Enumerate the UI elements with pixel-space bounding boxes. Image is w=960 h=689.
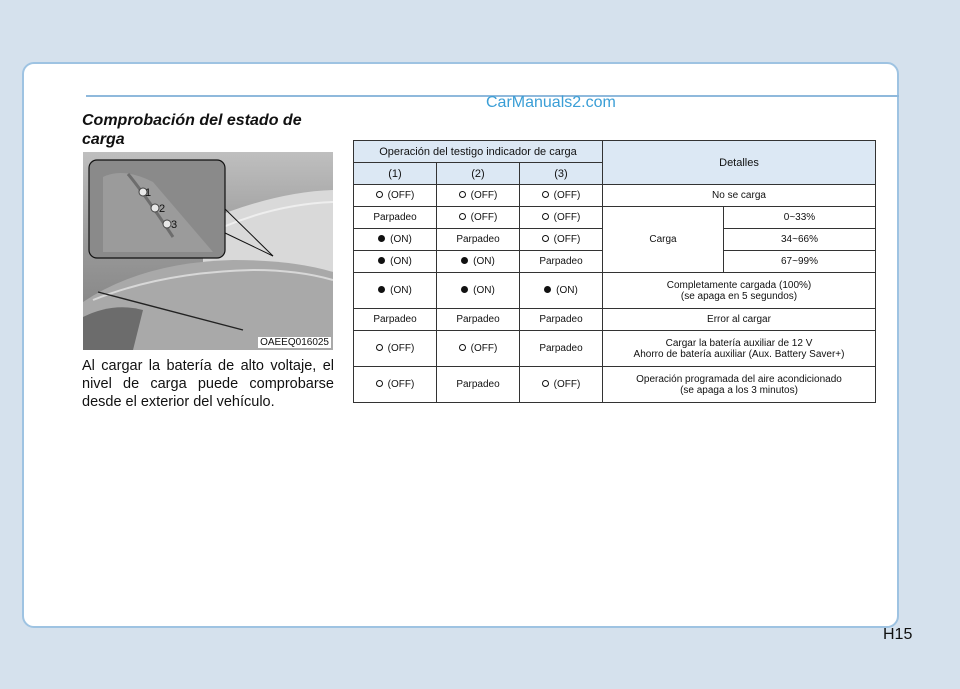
indicator-2 xyxy=(151,204,159,212)
table-row xyxy=(354,331,876,367)
cell: (OFF) xyxy=(354,185,437,207)
cell: (OFF) xyxy=(437,185,520,207)
table-row xyxy=(354,207,876,229)
off-indicator-icon xyxy=(542,213,549,220)
callout-1: 1 xyxy=(145,187,152,199)
cell: (OFF) xyxy=(437,207,520,229)
cell: (ON) xyxy=(437,273,520,309)
header-col-1: (1) xyxy=(354,163,437,185)
body-paragraph: Al cargar la batería de alto voltaje, el nivel de carga puede comprobarse desde el exterior del vehículo. xyxy=(82,358,334,410)
cell: Parpadeo xyxy=(354,207,437,229)
figure-caption: OAEEQ016025 xyxy=(260,337,329,348)
detail-cell: 0~33% xyxy=(724,207,876,229)
callout-3: 3 xyxy=(171,219,178,231)
detail-cell: 67~99% xyxy=(724,251,876,273)
indicator-3 xyxy=(163,220,171,228)
callout-2: 2 xyxy=(159,203,166,215)
table-row xyxy=(354,367,876,403)
cell: Parpadeo xyxy=(437,367,520,403)
cell: (OFF) xyxy=(520,185,603,207)
on-indicator-icon xyxy=(378,235,385,242)
vehicle-figure xyxy=(83,152,333,350)
header-col-3: (3) xyxy=(520,163,603,185)
header-details: Detalles xyxy=(603,141,876,185)
table-row xyxy=(354,185,876,207)
cell: (ON) xyxy=(354,251,437,273)
cell: (OFF) xyxy=(354,367,437,403)
on-indicator-icon xyxy=(544,286,551,293)
table-row xyxy=(354,273,876,309)
page-number: H15 xyxy=(883,626,913,643)
detail-cell: Completamente cargada (100%) (se apaga en 5 segundos) xyxy=(603,273,876,309)
cell: Parpadeo xyxy=(437,309,520,331)
cell: (OFF) xyxy=(520,207,603,229)
detail-cell: Operación programada del aire acondicionado (se apaga a los 3 minutos) xyxy=(603,367,876,403)
cell: (ON) xyxy=(354,229,437,251)
off-indicator-icon xyxy=(459,191,466,198)
cell: (ON) xyxy=(437,251,520,273)
cell: (OFF) xyxy=(520,367,603,403)
header-operation: Operación del testigo indicador de carga xyxy=(354,141,603,163)
off-indicator-icon xyxy=(542,235,549,242)
cell: (ON) xyxy=(520,273,603,309)
off-indicator-icon xyxy=(376,380,383,387)
table-row xyxy=(354,309,876,331)
off-indicator-icon xyxy=(542,380,549,387)
cell: (ON) xyxy=(354,273,437,309)
on-indicator-icon xyxy=(461,286,468,293)
detail-cell: No se carga xyxy=(603,185,876,207)
cell: (OFF) xyxy=(520,229,603,251)
cell: Parpadeo xyxy=(520,309,603,331)
off-indicator-icon xyxy=(459,344,466,351)
off-indicator-icon xyxy=(542,191,549,198)
cell: (OFF) xyxy=(354,331,437,367)
car-hood-illustration xyxy=(83,152,333,350)
cell: Parpadeo xyxy=(437,229,520,251)
header-col-2: (2) xyxy=(437,163,520,185)
cell: Parpadeo xyxy=(520,251,603,273)
cell: Parpadeo xyxy=(520,331,603,367)
detail-cell: Error al cargar xyxy=(603,309,876,331)
section-title: Comprobación del estado de carga xyxy=(82,112,302,148)
off-indicator-icon xyxy=(376,344,383,351)
detail-cell: Cargar la batería auxiliar de 12 V Ahorro de batería auxiliar (Aux. Battery Saver+) xyxy=(603,331,876,367)
on-indicator-icon xyxy=(378,286,385,293)
detail-cell: 34~66% xyxy=(724,229,876,251)
on-indicator-icon xyxy=(378,257,385,264)
on-indicator-icon xyxy=(461,257,468,264)
off-indicator-icon xyxy=(459,213,466,220)
watermark: CarManuals2.com xyxy=(486,94,616,111)
off-indicator-icon xyxy=(376,191,383,198)
carga-cell: Carga xyxy=(603,207,724,273)
cell: Parpadeo xyxy=(354,309,437,331)
cell: (OFF) xyxy=(437,331,520,367)
charge-status-table xyxy=(353,140,876,403)
